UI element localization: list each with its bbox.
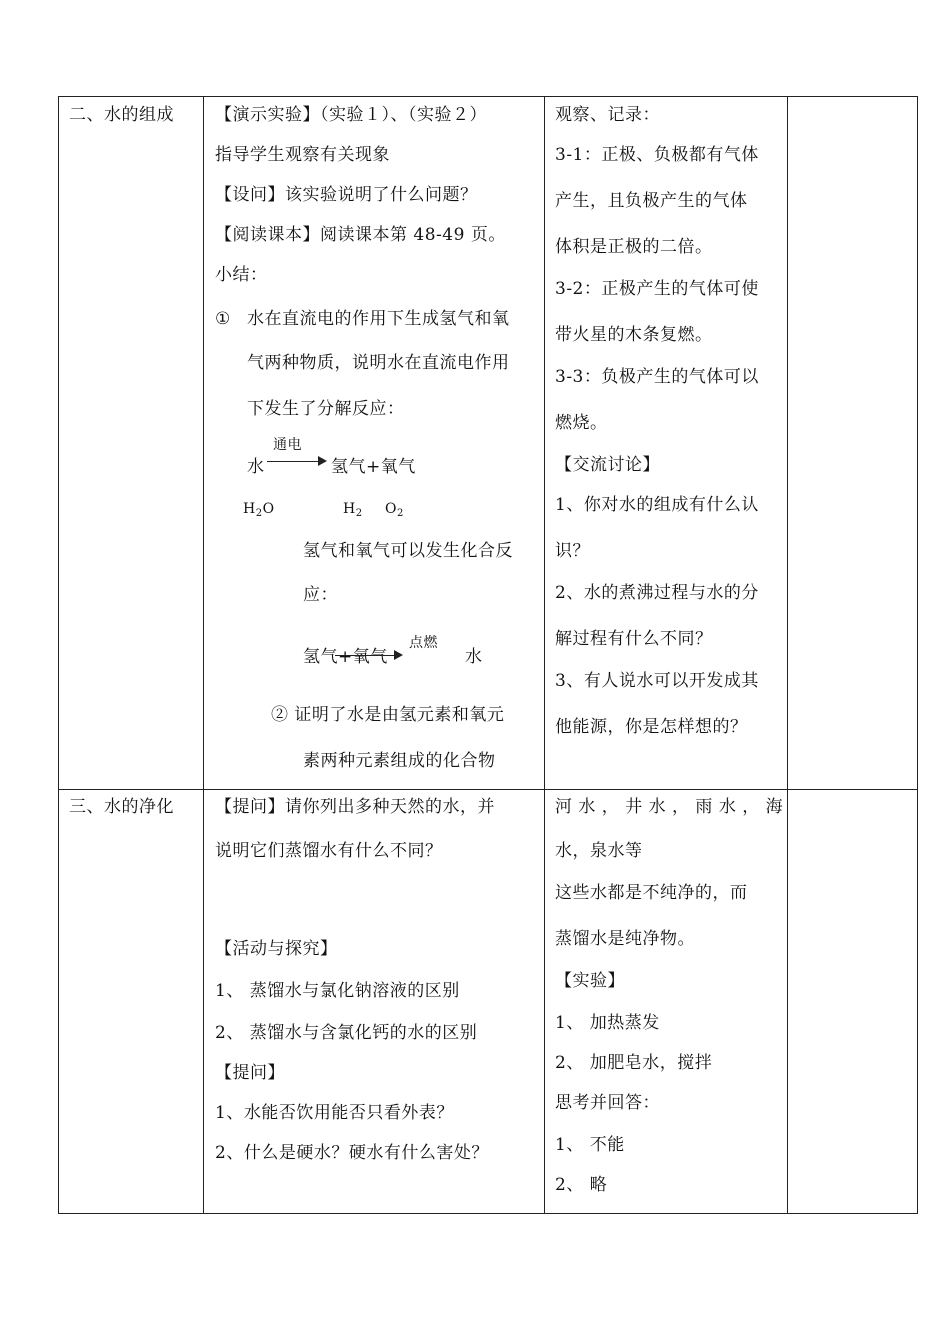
text-line: 水，泉水等 — [555, 841, 643, 861]
reaction-condition: 通电 — [273, 437, 302, 453]
product: 氢气+氧气 — [331, 457, 416, 477]
text-line: 1、水能否饮用能否只看外表？ — [215, 1103, 454, 1123]
text-line: 【设问】该实验说明了什么问题？ — [215, 185, 478, 205]
text-line: 【演示实验】（实验１）、（实验２） — [215, 105, 487, 125]
text-line: 氢气和氧气可以发生化合反 — [303, 541, 513, 561]
text-line: 带火星的木条复燃。 — [555, 325, 713, 345]
column-divider — [203, 97, 204, 1213]
text-line: 素两种元素组成的化合物 — [303, 751, 496, 771]
text-line: 1、你对水的组成有什么认 — [555, 495, 759, 515]
text-line: 观察、记录： — [555, 105, 660, 125]
text-line: 解过程有什么不同？ — [555, 629, 713, 649]
text-line: 说明它们蒸馏水有什么不同？ — [215, 841, 443, 861]
text-line: 1、 蒸馏水与氯化钠溶液的区别 — [215, 981, 460, 1001]
text-line: 河 水 ， 井 水 ， 雨 水 ， 海 — [555, 797, 784, 817]
product: 水 — [465, 647, 483, 667]
text-line: 【阅读课本】阅读课本第 48-49 页。 — [215, 225, 506, 245]
text-line: 2、 加肥皂水，搅拌 — [555, 1053, 713, 1073]
text-line: 燃烧。 — [555, 413, 608, 433]
column-divider — [787, 97, 788, 1213]
text-line: 思考并回答： — [555, 1093, 660, 1113]
text-line: 水在直流电的作用下生成氢气和氧 — [247, 309, 510, 329]
section-title: 三、水的净化 — [69, 797, 174, 817]
reactant: 氢气+氧气 — [303, 647, 388, 667]
text-line: 2、 蒸馏水与含氯化钙的水的区别 — [215, 1023, 478, 1043]
text-line: 【交流讨论】 — [555, 455, 660, 475]
text-line: 蒸馏水是纯净物。 — [555, 929, 695, 949]
text-line: 这些水都是不纯净的，而 — [555, 883, 748, 903]
list-marker: ① — [215, 309, 231, 329]
reaction-arrow-icon — [267, 461, 325, 462]
text-line: 【实验】 — [555, 971, 625, 991]
formula-hydrogen: $H_2$ — [343, 501, 363, 519]
formula-water: $H_2O$ — [243, 501, 275, 519]
text-line: 3-1：正极、负极都有气体 — [555, 145, 759, 165]
text-line: 应： — [303, 585, 338, 605]
text-line: 【提问】请你列出多种天然的水，并 — [215, 797, 495, 817]
text-line: 【活动与探究】 — [215, 939, 338, 959]
text-line: 1、 不能 — [555, 1135, 625, 1155]
text-line: 【提问】 — [215, 1063, 285, 1083]
text-line: 体积是正极的二倍。 — [555, 237, 713, 257]
section-title: 二、水的组成 — [69, 105, 174, 125]
text-line: 2、什么是硬水？硬水有什么害处？ — [215, 1143, 489, 1163]
reaction-arrow-icon — [335, 655, 401, 656]
row-divider — [59, 789, 917, 790]
text-line: 2、 略 — [555, 1175, 608, 1195]
formula-oxygen: $O_2$ — [385, 501, 404, 519]
text-line: 小结： — [215, 265, 268, 285]
column-divider — [544, 97, 545, 1213]
text-line: 3、有人说水可以开发成其 — [555, 671, 759, 691]
text-line: 气两种物质，说明水在直流电作用 — [247, 353, 510, 373]
text-line: 产生，且负极产生的气体 — [555, 191, 748, 211]
reactant: 水 — [247, 457, 265, 477]
text-line: 指导学生观察有关现象 — [215, 145, 390, 165]
reaction-condition: 点燃 — [409, 635, 438, 651]
text-line: 3-2：正极产生的气体可使 — [555, 279, 759, 299]
text-line: 下发生了分解反应： — [247, 399, 405, 419]
text-line: 2、水的煮沸过程与水的分 — [555, 583, 759, 603]
text-line: 识？ — [555, 541, 590, 561]
text-line: 3-3：负极产生的气体可以 — [555, 367, 759, 387]
text-line: ② 证明了水是由氢元素和氧元 — [271, 705, 505, 725]
text-line: 他能源，你是怎样想的？ — [555, 717, 748, 737]
text-line: 1、 加热蒸发 — [555, 1013, 660, 1033]
lesson-table — [58, 96, 918, 1214]
